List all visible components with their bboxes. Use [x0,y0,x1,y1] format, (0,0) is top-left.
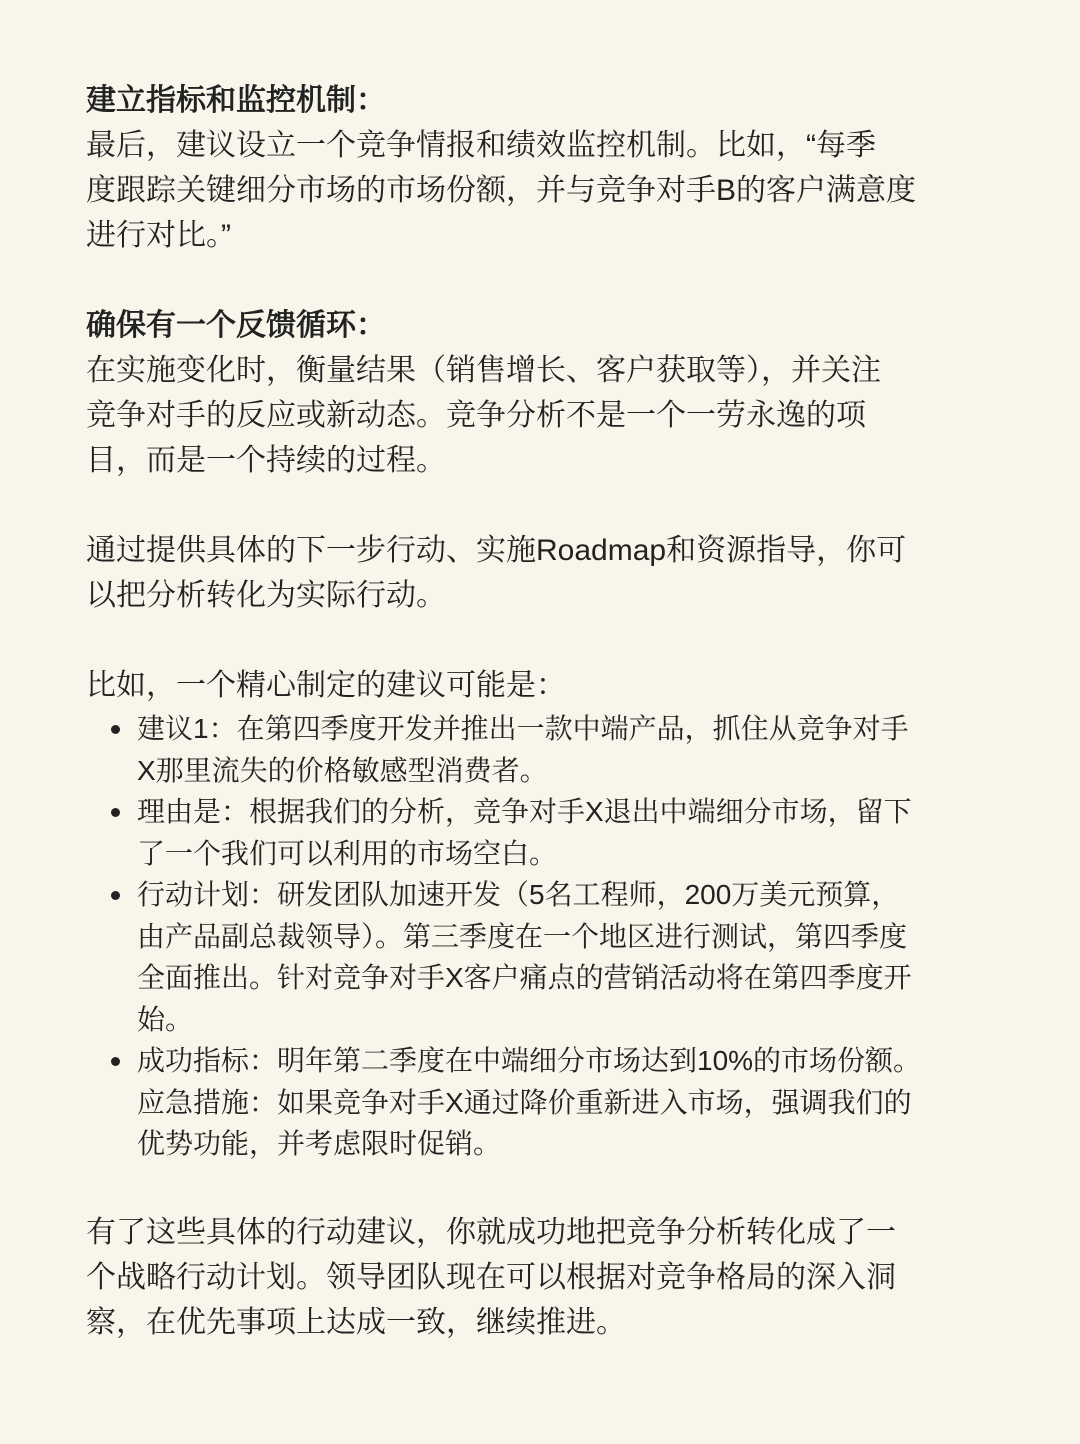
text-line: 察，在优先事项上达成一致，继续推进。 [86,1305,626,1339]
text-line: 成功指标：明年第二季度在中端细分市场达到10%的市场份额。 [137,1045,922,1076]
text-line: 最后，建议设立一个竞争情报和绩效监控机制。比如，“每季 [86,129,876,162]
list-item [86,708,996,791]
text-line: 始。 [137,1003,194,1035]
list-item [86,874,996,1040]
text-line: X那里流失的价格敏感型消费者。 [137,754,548,786]
text-line: 行动计划：研发团队加速开发（5名工程师，200万美元预算， [137,879,900,910]
text-line: 目，而是一个持续的过程。 [86,444,446,477]
list-item [86,791,996,874]
text-line: 在实施变化时，衡量结果（销售增长、客户获取等），并关注 [86,354,881,387]
text-line: 有了这些具体的行动建议，你就成功地把竞争分析转化成了一 [86,1215,896,1249]
example-intro [86,663,996,708]
text-line: 度跟踪关键细分市场的市场份额，并与竞争对手B的客户满意度 [86,174,917,207]
section-heading: 确保有一个反馈循环： [86,309,386,342]
text-line: 理由是：根据我们的分析，竞争对手X退出中端细分市场，留下 [137,796,912,827]
section-metrics-monitoring [86,78,996,258]
document-body [86,78,996,1390]
text-line: 个战略行动计划。领导团队现在可以根据对竞争格局的深入洞 [86,1260,896,1294]
text-line: 应急措施：如果竞争对手X通过降价重新进入市场，强调我们的 [137,1086,912,1118]
recommendation-list [86,708,996,1165]
text-line: 建议1：在第四季度开发并推出一款中端产品，抓住从竞争对手 [137,713,909,744]
text-line: 了一个我们可以利用的市场空白。 [137,837,558,869]
text-line: 以把分析转化为实际行动。 [86,579,446,612]
paragraph-conclusion [86,1210,996,1345]
paragraph-roadmap [86,528,996,618]
text-line: 竞争对手的反应或新动态。竞争分析不是一个一劳永逸的项 [86,399,866,432]
section-heading: 建立指标和监控机制： [86,84,386,117]
text-line: 由产品副总裁领导）。第三季度在一个地区进行测试，第四季度 [137,920,908,952]
text-line: 比如，一个精心制定的建议可能是： [86,669,566,702]
text-line: 通过提供具体的下一步行动、实施Roadmap和资源指导，你可 [86,534,907,567]
text-line: 进行对比。” [86,219,231,252]
section-feedback-loop [86,303,996,483]
list-item [86,1040,996,1165]
text-line: 全面推出。针对竞争对手X客户痛点的营销活动将在第四季度开 [137,962,912,993]
text-line: 优势功能，并考虑限时促销。 [137,1128,502,1159]
